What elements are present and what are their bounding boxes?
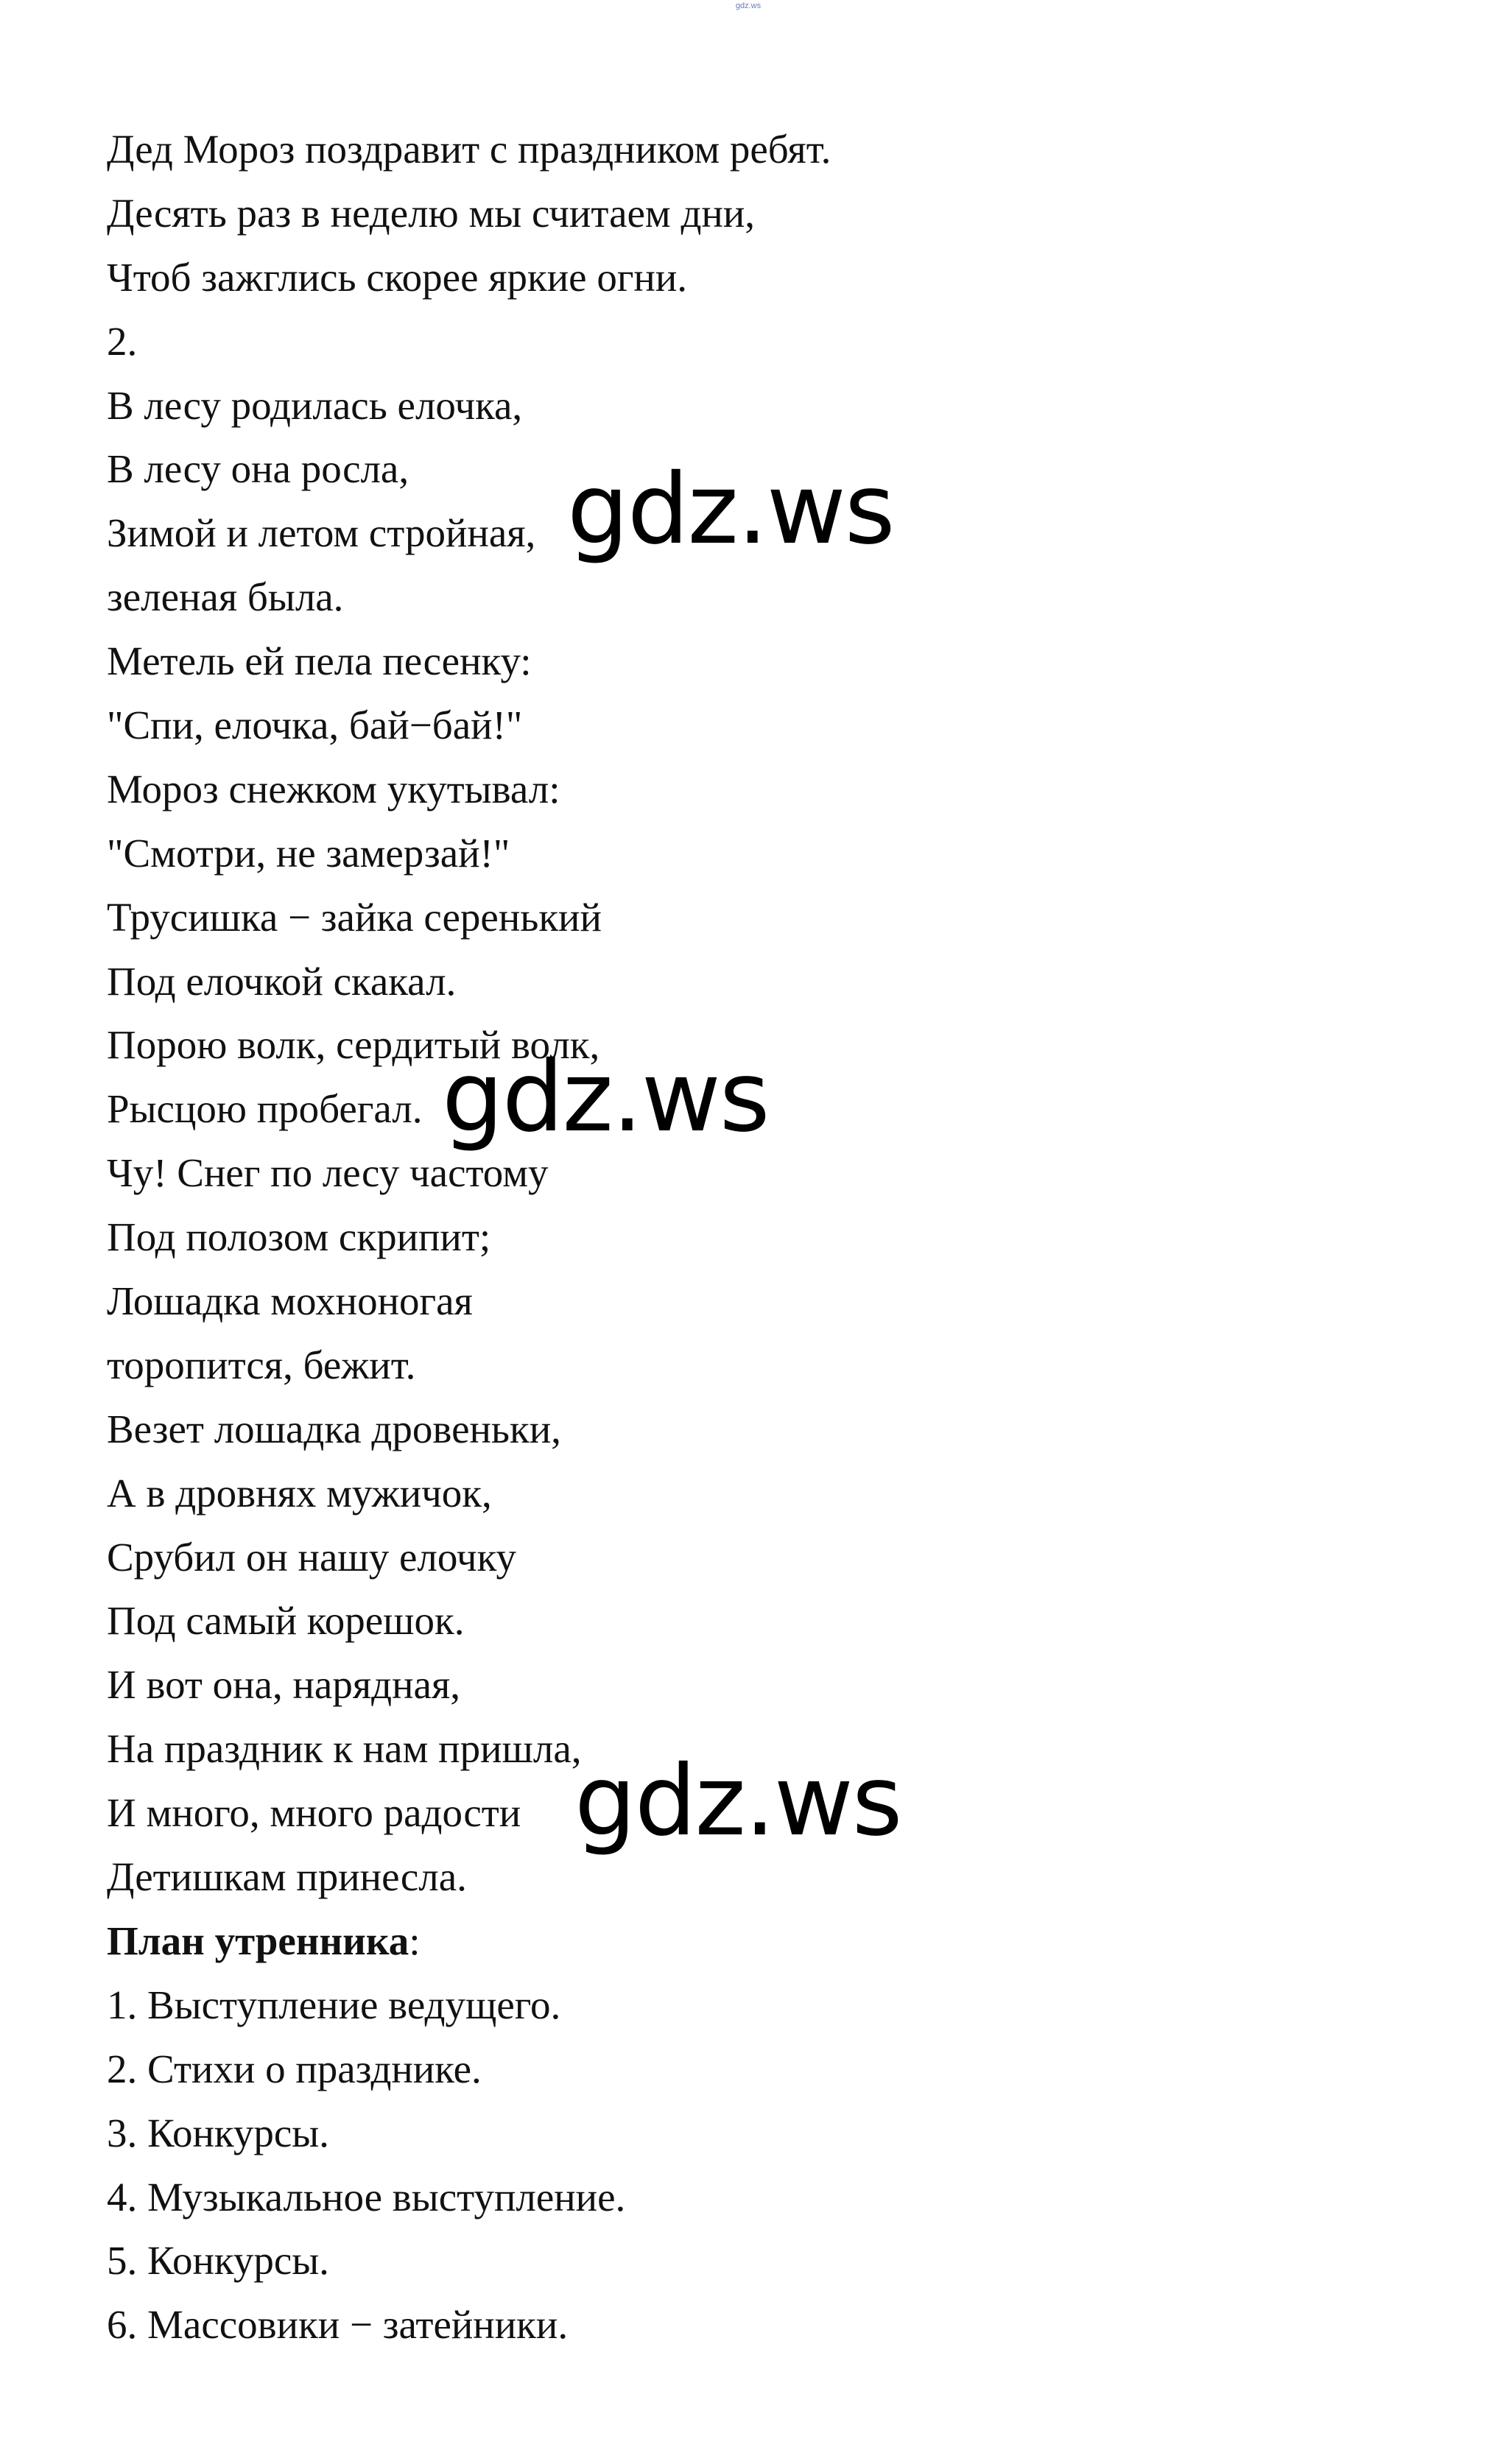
plan-heading: План утренника: [107, 1918, 409, 1963]
poem-line: И вот она, нарядная,: [107, 1662, 460, 1708]
plan-item: 2. Стихи о празднике.: [107, 2046, 482, 2091]
poem-line: А в дровнях мужичок,: [107, 1470, 492, 1516]
poem-line: В лесу она росла,: [107, 446, 409, 492]
plan-heading-colon: :: [409, 1918, 421, 1963]
poem-line: Рысцою пробегал.: [107, 1086, 423, 1132]
watermark: gdz.ws: [574, 1745, 901, 1858]
poem-line: Под елочкой скакал.: [107, 958, 457, 1004]
poem-line: торопится, бежит.: [107, 1342, 416, 1387]
poem-line: Чтоб зажглись скорее яркие огни.: [107, 254, 688, 300]
plan-item: 4. Музыкальное выступление.: [107, 2174, 626, 2220]
poem-line: Везет лошадка дровеньки,: [107, 1406, 561, 1451]
poem-line: Под самый корешок.: [107, 1598, 465, 1644]
poem-line: Мороз снежком укутывал:: [107, 766, 560, 812]
poem-line: Дед Мороз поздравит с праздником ребят.: [107, 127, 831, 172]
poem-line: Метель ей пела песенку:: [107, 638, 532, 684]
poem-line: "Спи, елочка, бай−бай!": [107, 703, 523, 748]
section-number: 2.: [107, 318, 138, 364]
plan-item: 5. Конкурсы.: [107, 2238, 329, 2284]
poem-line: В лесу родилась елочка,: [107, 382, 523, 428]
plan-item: 1. Выступление ведущего.: [107, 1982, 561, 2027]
poem-line: Срубил он нашу елочку: [107, 1534, 517, 1580]
poem-line: Зимой и летом стройная,: [107, 510, 536, 556]
poem-line: Детишкам принесла.: [107, 1854, 467, 1900]
plan-heading-line: [107, 1909, 1359, 1974]
poem-line: зеленая была.: [107, 574, 344, 620]
watermark: gdz.ws: [442, 1041, 769, 1154]
poem-line: И много, много радости: [107, 1790, 521, 1836]
poem-line: Лошадка мохноногая: [107, 1278, 473, 1324]
poem-line: На праздник к нам пришла,: [107, 1726, 582, 1772]
poem-line: Порою волк, сердитый волк,: [107, 1022, 600, 1068]
site-mark: gdz.ws: [735, 1, 762, 10]
poem-line: Трусишка − зайка серенький: [107, 894, 602, 940]
poem-line: "Смотри, не замерзай!": [107, 830, 510, 876]
poem-line: Чу! Снег по лесу частому: [107, 1150, 549, 1196]
poem-line: Под полозом скрипит;: [107, 1214, 491, 1260]
watermark: gdz.ws: [567, 453, 894, 566]
plan-item: 3. Конкурсы.: [107, 2110, 329, 2155]
poem-line: Десять раз в неделю мы считаем дни,: [107, 190, 756, 236]
plan-item: 6. Массовики − затейники.: [107, 2302, 569, 2348]
